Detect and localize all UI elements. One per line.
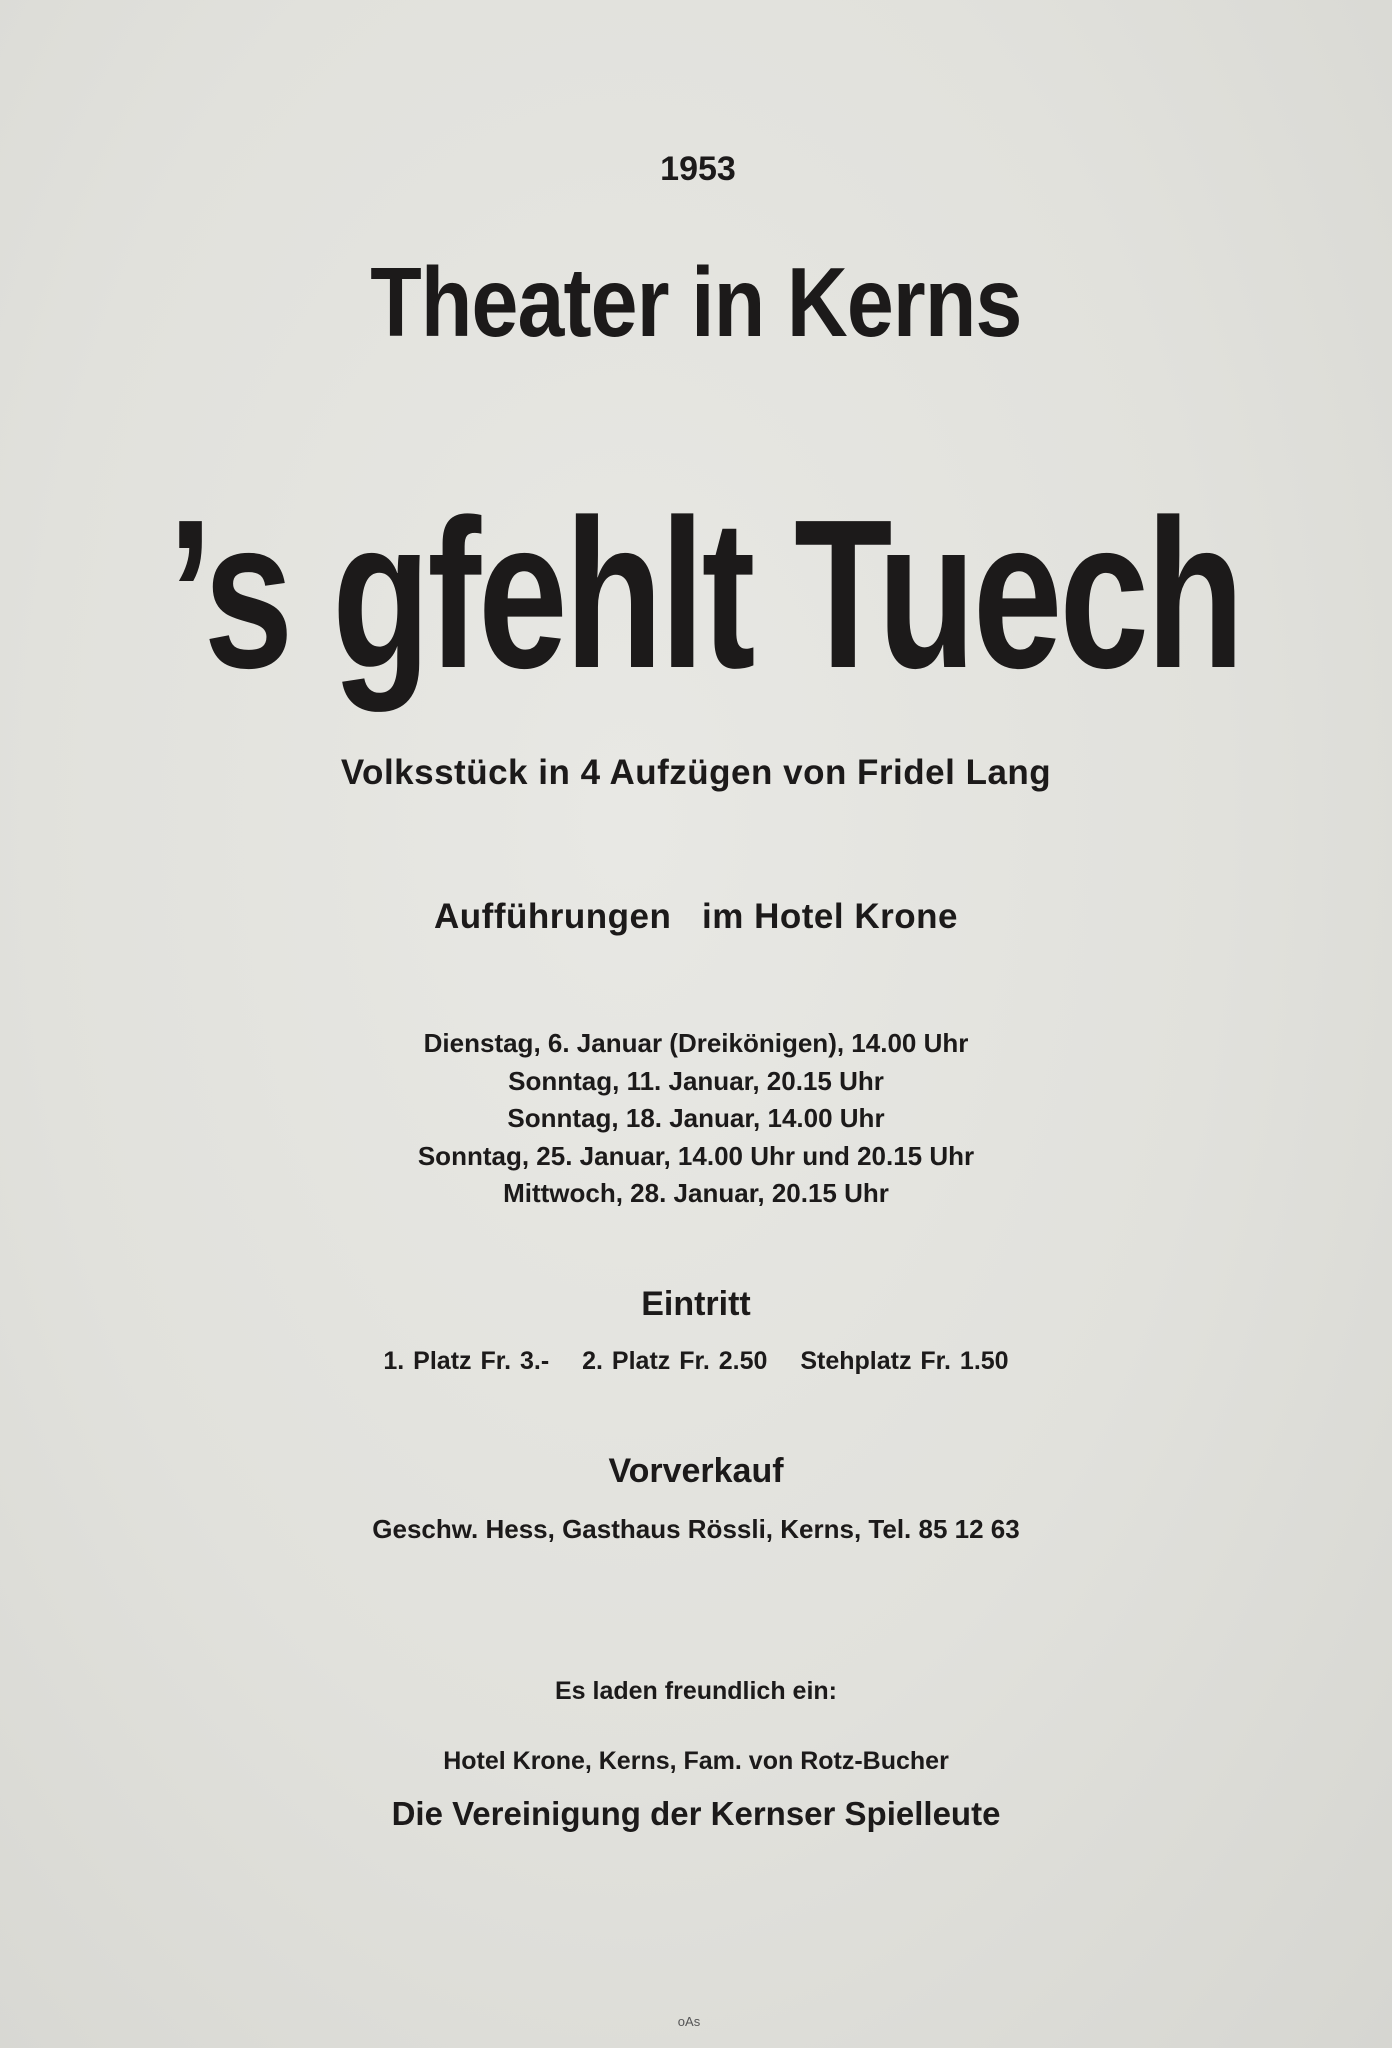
admission-heading: Eintritt	[641, 1285, 751, 1323]
presale-heading: Vorverkauf	[608, 1452, 784, 1490]
date-line: Sonntag, 25. Januar, 14.00 Uhr und 20.15 Uhr	[417, 1140, 975, 1171]
price-list	[0, 1347, 1392, 1376]
date-line: Mittwoch, 28. Januar, 20.15 Uhr	[503, 1178, 889, 1208]
year: 1953	[660, 150, 736, 188]
host-line: Hotel Krone, Kerns, Fam. von Rotz-Bucher	[443, 1747, 949, 1775]
invitation-line: Es laden freundlich ein:	[555, 1677, 837, 1705]
play-title: ’s gfehlt Tuech	[168, 475, 1242, 712]
date-line: Sonntag, 18. Januar, 14.00 Uhr	[507, 1103, 885, 1133]
organizer-line: Die Vereinigung der Kernser Spielleute	[391, 1795, 1001, 1832]
theater-heading: Theater in Kerns	[370, 247, 1022, 357]
play-subtitle: Volksstück in 4 Aufzügen von Fridel Lang	[340, 753, 1052, 792]
date-line: Dienstag, 6. Januar (Dreikönigen), 14.00 Uhr	[423, 1028, 969, 1058]
performance-dates	[0, 1025, 1392, 1213]
presale-info: Geschw. Hess, Gasthaus Rössli, Kerns, Tel. 85 12 63	[372, 1514, 1020, 1544]
price-first-class: 1. Platz Fr. 3.-	[383, 1347, 550, 1375]
price-second-class: 2. Platz Fr. 2.50	[582, 1347, 768, 1375]
date-line: Sonntag, 11. Januar, 20.15 Uhr	[508, 1065, 884, 1096]
printer-mark: oAs	[677, 2014, 701, 2029]
venue-line: Aufführungen im Hotel Krone	[434, 897, 958, 936]
price-standing: Stehplatz Fr. 1.50	[800, 1347, 1009, 1375]
